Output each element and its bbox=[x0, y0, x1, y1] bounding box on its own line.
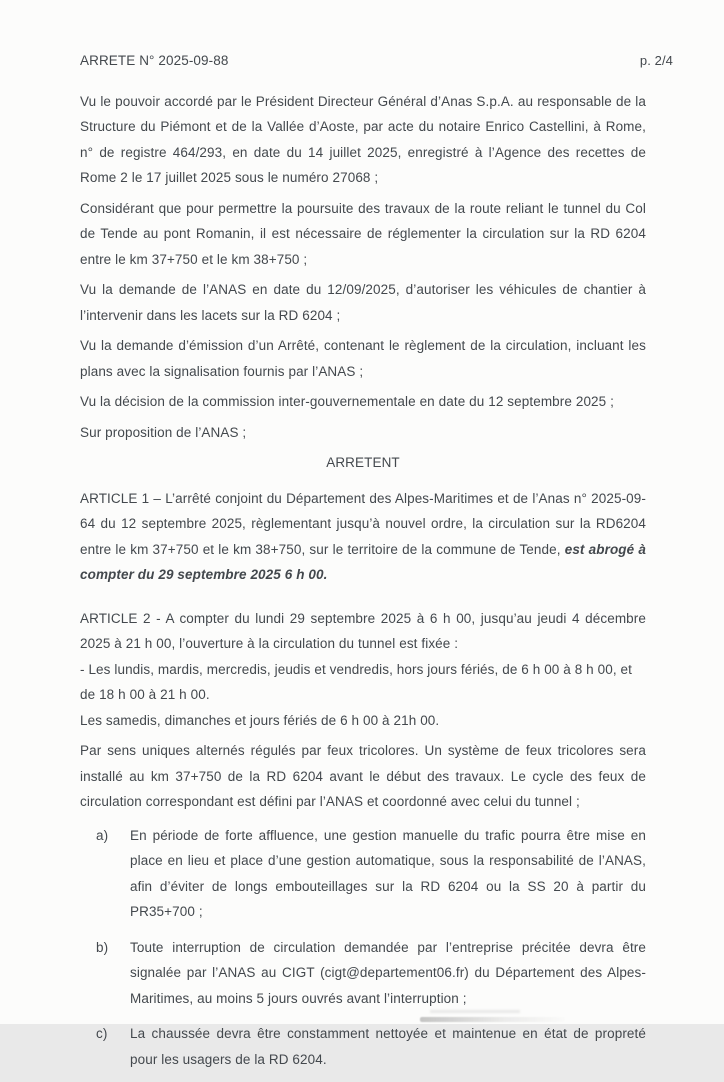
scan-artifact bbox=[420, 1017, 565, 1022]
recital-power-of-attorney: Vu le pouvoir accordé par le Président Directeur Général d’Anas S.p.A. au responsable de la Structure du Piémont et de la Vallée d’Aoste, par acte du notaire Enrico Castellini, à Rome, n° de registre 464/293, en date du 14 juillet 2025, enregistré à l’Agence des recettes de Rome 2 le 17 juillet 2025 sous le numéro 27068 ; bbox=[80, 93, 646, 185]
decision-heading: ARRETENT bbox=[326, 455, 400, 470]
page-number: p. 2/4 bbox=[639, 53, 673, 68]
scan-artifact-light bbox=[430, 1010, 520, 1013]
list-item-b bbox=[80, 935, 646, 1012]
article-2-weekday-hours: - Les lundis, mardis, mercredis, jeudis et vendredis, hors jours fériés, de 6 h 00 à 8 h 00, et de 18 h 00 à 21 h 00. bbox=[80, 661, 633, 702]
list-item-c bbox=[80, 1021, 646, 1072]
list-marker-a: a) bbox=[96, 827, 109, 843]
article-2-intro: ARTICLE 2 - A compter du lundi 29 septembre 2025 à 6 h 00, jusqu’au jeudi 4 décembre 2025 à 21 h 00, l’ouverture à la circulation du tunnel est fixée : bbox=[80, 610, 646, 651]
recital-proposal: Sur proposition de l’ANAS ; bbox=[80, 424, 247, 440]
recital-commission-decision: Vu la décision de la commission inter-gouvernementale en date du 12 septembre 2025 ; bbox=[80, 394, 614, 409]
article-1 bbox=[80, 486, 646, 588]
recital-considering-works: Considérant que pour permettre la poursuite des travaux de la route reliant le tunnel du Col de Tende au pont Romanin, il est nécessaire de réglementer la circulation sur la RD 6204 entre le km 37+750 et le km 38+750 ; bbox=[80, 200, 646, 267]
recital-anas-request: Vu la demande de l’ANAS en date du 12/09/2025, d’autoriser les véhicules de chantier à l’intervenir dans les lacets sur la RD 6204 ; bbox=[80, 282, 646, 323]
recital-decree-request: Vu la demande d’émission d’un Arrêté, contenant le règlement de la circulation, incluant les plans avec la signalisation fournis par l’ANAS ; bbox=[80, 338, 646, 379]
list-marker-b: b) bbox=[96, 939, 109, 955]
article-2-weekend-hours: Les samedis, dimanches et jours fériés de 6 h 00 à 21h 00. bbox=[80, 712, 440, 728]
list-text-a: En période de forte affluence, une gestion manuelle du trafic pourra être mise en place en lieu et place d’une gestion automatique, sous la responsabilité de l’ANAS, afin d’éviter de longs embouteillages sur la RD 6204 ou la SS 20 à partir du PR35+700 ; bbox=[130, 827, 646, 919]
page-header bbox=[80, 48, 673, 74]
traffic-lights-paragraph: Par sens uniques alternés régulés par feux tricolores. Un système de feux tricolores sera installé au km 37+750 de la RD 6204 avant le début des travaux. Le cycle des feux de circulation correspondant est défini par l’ANAS et coordonné avec celui du tunnel ; bbox=[80, 743, 646, 809]
article-1-text: ARTICLE 1 – L’arrêté conjoint du Département des Alpes-Maritimes et de l’Anas n° 2025-09-64 du 12 septembre 2025, règlementant jusqu’à nouvel ordre, la circulation sur la RD6204 entre le km 37+750 et le km 38+750, sur le territoire de la commune de Tende, bbox=[80, 490, 646, 557]
list-text-b: Toute interruption de circulation demandée par l’entreprise précitée devra être signalée par l’ANAS au CIGT (cigt@departement06.fr) du Département des Alpes-Maritimes, au moins 5 jours ouvrés avant l’interruption ; bbox=[130, 939, 646, 1006]
list-text-c: La chaussée devra être constamment nettoyée et maintenue en état de propreté pour les usagers de la RD 6204. bbox=[130, 1026, 646, 1067]
page-content bbox=[80, 48, 673, 1082]
list-marker-c: c) bbox=[96, 1026, 108, 1041]
document-reference: ARRETE N° 2025-09-88 bbox=[80, 53, 229, 68]
article-1-emphasis: est abrogé à compter du 29 septembre 2025 6 h 00. bbox=[80, 541, 646, 582]
article-2 bbox=[80, 606, 646, 734]
list-item-a bbox=[80, 823, 646, 925]
